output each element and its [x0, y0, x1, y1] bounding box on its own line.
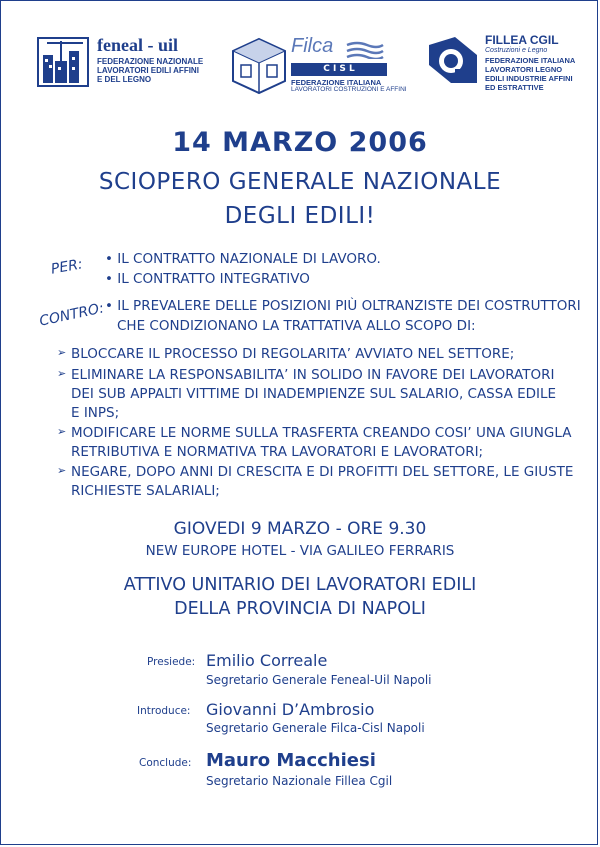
building-crane-icon — [37, 37, 89, 87]
feneal-line-2: LAVORATORI EDILI AFFINI — [97, 66, 199, 75]
fillea-line-1: FEDERAZIONE ITALIANA — [485, 56, 576, 65]
filca-name: Filca — [291, 35, 334, 57]
arrow-bullet-icon: ➢ — [57, 346, 67, 359]
speaker-3-role: Conclude: — [139, 757, 192, 769]
point-4-line-1: NEGARE, DOPO ANNI DI CRESCITA E DI PROFITTI DEL SETTORE, LE GIUSTE — [71, 464, 574, 480]
feneal-line-3: E DEL LEGNO — [97, 75, 152, 84]
speaker-3-title: Segretario Nazionale Fillea Cgil — [206, 774, 393, 788]
speaker-1-name: Emilio Correale — [206, 651, 328, 670]
point-2-line-3: E INPS; — [71, 405, 120, 421]
fillea-name: FILLEA CGIL — [485, 33, 559, 47]
strike-title-line-2: DEGLI EDILI! — [224, 203, 376, 229]
event-title-line-1: ATTIVO UNITARIO DEI LAVORATORI EDILI — [123, 575, 477, 595]
fillea-tagline: Costruzioni e Legno — [485, 47, 548, 54]
feneal-name: feneal - uil — [97, 35, 178, 55]
speaker-3-name: Mauro Macchiesi — [206, 750, 376, 771]
arrow-bullet-icon: ➢ — [57, 425, 67, 438]
per-label: PER: — [49, 256, 84, 278]
filca-sub: C I S L — [323, 64, 355, 74]
fillea-line-3: EDILI INDUSTRIE AFFINI — [485, 74, 573, 83]
speaker-1-role: Presiede: — [147, 656, 196, 668]
event-where: NEW EUROPE HOTEL - VIA GALILEO FERRARIS — [145, 543, 455, 559]
filca-line-2: LAVORATORI COSTRUZIONI E AFFINI — [291, 86, 407, 93]
filca-cube-icon — [229, 35, 289, 95]
point-4-line-2: RICHIESTE SALARIALI; — [71, 483, 220, 499]
per-item-1: • IL CONTRATTO NAZIONALE DI LAVORO. — [105, 251, 381, 267]
speaker-2-role: Introduce: — [137, 705, 191, 717]
fillea-line-2: LAVORATORI LEGNO — [485, 65, 563, 74]
arrow-bullet-icon: ➢ — [57, 464, 67, 477]
speaker-2-name: Giovanni D’Ambrosio — [206, 700, 375, 719]
filca-waves-icon — [345, 41, 385, 59]
point-2-line-2: DEI SUB APPALTI VITTIME DI INADEMPIENZE SUL SALARIO, CASSA EDILE — [71, 386, 557, 402]
point-2-line-1: ELIMINARE LA RESPONSABILITA’ IN SOLIDO IN FAVORE DEI LAVORATORI — [71, 367, 555, 383]
filca-line-1: FEDERAZIONE ITALIANA — [291, 78, 382, 87]
event-when: GIOVEDI 9 MARZO - ORE 9.30 — [173, 519, 427, 539]
event-title-line-2: DELLA PROVINCIA DI NAPOLI — [174, 599, 426, 619]
point-3-line-1: MODIFICARE LE NORME SULLA TRASFERTA CREANDO COSI’ UNA GIUNGLA — [71, 425, 572, 441]
point-1-line-1: BLOCCARE IL PROCESSO DI REGOLARITA’ AVVIATO NEL SETTORE; — [71, 346, 515, 362]
speaker-1-title: Segretario Generale Feneal-Uil Napoli — [206, 673, 432, 687]
fillea-line-4: ED ESTRATTIVE — [485, 83, 544, 92]
strike-date: 14 MARZO 2006 — [172, 127, 428, 158]
feneal-line-1: FEDERAZIONE NAZIONALE — [97, 57, 204, 66]
per-item-2: • IL CONTRATTO INTEGRATIVO — [105, 271, 310, 287]
fillea-emblem-icon — [425, 35, 481, 87]
contro-line-2: CHE CONDIZIONANO LA TRATTATIVA ALLO SCOPO DI: — [117, 318, 476, 334]
fillea-logo — [425, 33, 585, 93]
feneal-logo — [37, 37, 207, 89]
strike-title-line-1: SCIOPERO GENERALE NAZIONALE — [98, 169, 502, 195]
point-3-line-2: RETRIBUTIVA E NORMATIVA TRA LAVORATORI E LAVORATORI; — [71, 444, 484, 460]
speaker-2-title: Segretario Generale Filca-Cisl Napoli — [206, 721, 425, 735]
filca-logo — [229, 35, 407, 95]
arrow-bullet-icon: ➢ — [57, 367, 67, 380]
contro-line-1: • IL PREVALERE DELLE POSIZIONI PIÙ OLTRANZISTE DEI COSTRUTTORI — [105, 298, 581, 314]
contro-label: CONTRO: — [38, 300, 106, 330]
